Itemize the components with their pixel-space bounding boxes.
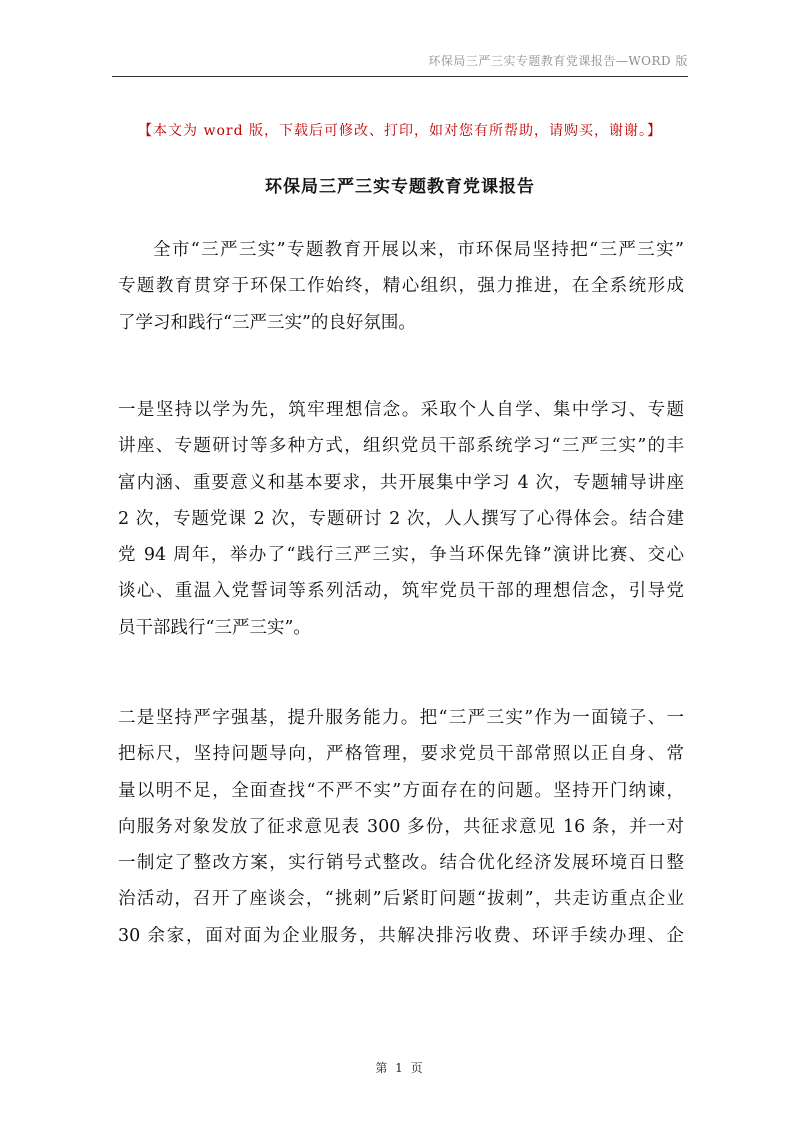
header-text: 环保局三严三实专题教育党课报告—WORD 版 — [428, 54, 688, 68]
page-number: 第 1 页 — [375, 1061, 425, 1075]
paragraph-line: 向服务对象发放了征求意见表 300 多份，共征求意见 16 条，并一对 — [118, 816, 684, 837]
paragraph-line: 党 94 周年，举办了“践行三严三实，争当环保先锋”演讲比赛、交心 — [118, 545, 684, 566]
paragraph-line: 二是坚持严字强基，提升服务能力。把“三严三实”作为一面镜子、一 — [118, 708, 684, 728]
paragraph-intro — [118, 232, 684, 341]
paragraph-line: 谈心、重温入党誓词等系列活动，筑牢党员干部的理想信念，引导党 — [118, 581, 684, 602]
paragraph-line: 专题教育贯穿于环保工作始终，精心组织，强力推进，在全系统形成 — [118, 276, 684, 297]
page-header — [112, 52, 688, 77]
paragraph-study — [118, 392, 684, 646]
paragraph-strictness — [118, 700, 684, 954]
paragraph-line: 一是坚持以学为先，筑牢理想信念。采取个人自学、集中学习、专题 — [118, 400, 684, 420]
paragraph-line: 治活动，召开了座谈会，“挑刺”后紧盯问题“拔刺”，共走访重点企业 — [118, 889, 684, 910]
paragraph-line: 量以明不足，全面查找“不严不实”方面存在的问题。坚持开门纳谏， — [118, 780, 684, 801]
paragraph-line: 2 次，专题党课 2 次，专题研讨 2 次，人人撰写了心得体会。结合建 — [118, 508, 684, 529]
paragraph-line: 员干部践行“三严三实”。 — [118, 617, 311, 638]
document-title: 环保局三严三实专题教育党课报告 — [265, 177, 535, 197]
paragraph-line: 了学习和践行“三严三实”的良好氛围。 — [118, 312, 416, 333]
paragraph-line: 讲座、专题研讨等多种方式，组织党员干部系统学习“三严三实”的丰 — [118, 436, 684, 457]
paragraph-line: 把标尺，坚持问题导向，严格管理，要求党员干部常照以正自身、常 — [118, 744, 684, 765]
paragraph-line: 富内涵、重要意义和基本要求，共开展集中学习 4 次，专题辅导讲座 — [118, 472, 684, 493]
paragraph-line: 全市“三严三实”专题教育开展以来，市环保局坚持把“三严三实” — [153, 240, 684, 260]
download-notice: 【本文为 word 版，下载后可修改、打印，如对您有所帮助，请购买，谢谢。】 — [138, 123, 662, 139]
paragraph-line: 一制定了整改方案，实行销号式整改。结合优化经济发展环境百日整 — [118, 853, 684, 874]
paragraph-line: 30 余家，面对面为企业服务，共解决排污收费、环评手续办理、企 — [118, 925, 684, 946]
